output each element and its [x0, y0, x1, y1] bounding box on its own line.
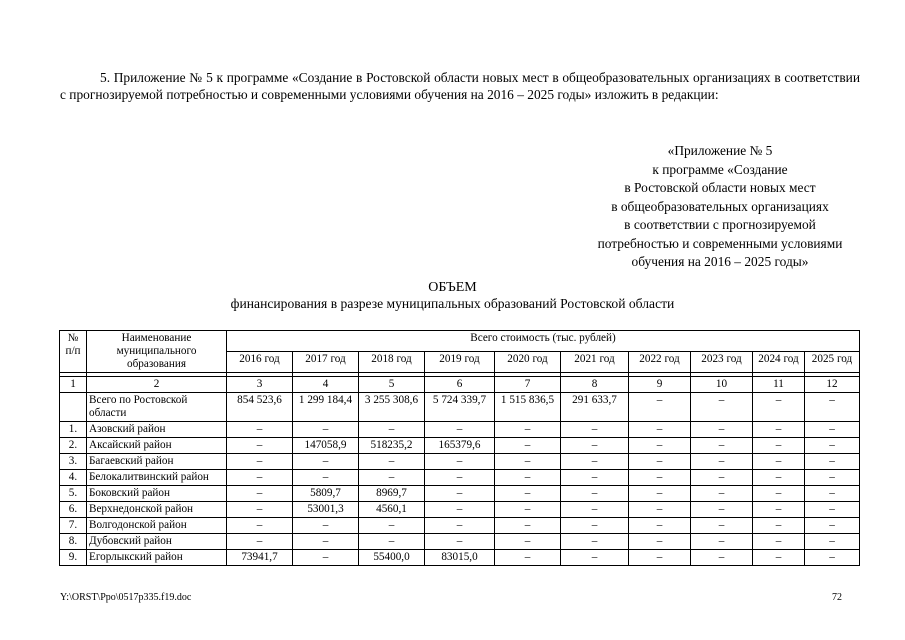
header-year: 2016 год: [227, 352, 293, 373]
table-row: [60, 438, 860, 454]
value-cell: –: [293, 422, 359, 438]
column-number: 6: [425, 377, 495, 393]
value-cell: –: [561, 550, 629, 566]
value-cell: –: [805, 486, 860, 502]
row-number: 1.: [60, 422, 87, 438]
row-number: 9.: [60, 550, 87, 566]
row-number: 8.: [60, 534, 87, 550]
value-cell: –: [227, 486, 293, 502]
value-cell: –: [227, 534, 293, 550]
value-cell: 4560,1: [359, 502, 425, 518]
header-year: 2025 год: [805, 352, 860, 373]
municipality-name: Азовский район: [87, 422, 227, 438]
municipality-name: Дубовский район: [87, 534, 227, 550]
table-title: ОБЪЕМ: [428, 280, 477, 295]
value-cell: 1 515 836,5: [495, 393, 561, 422]
intro-paragraph: 5. Приложение № 5 к программе «Создание в Ростовской области новых мест в общеобразовательных организациях в соответствии с прогнозируемой потребностью и современными условиями обучения на 2016 – 2025 годы» изложить в редакции:: [60, 70, 860, 102]
value-cell: –: [425, 422, 495, 438]
table-row: [60, 534, 860, 550]
value-cell: –: [691, 550, 753, 566]
column-number: 5: [359, 377, 425, 393]
value-cell: –: [561, 486, 629, 502]
municipality-name: Белокалитвинский район: [87, 470, 227, 486]
value-cell: 518235,2: [359, 438, 425, 454]
value-cell: –: [561, 422, 629, 438]
value-cell: –: [629, 486, 691, 502]
column-number: 12: [805, 377, 860, 393]
row-number: 3.: [60, 454, 87, 470]
table-row: [60, 502, 860, 518]
value-cell: –: [805, 438, 860, 454]
value-cell: –: [227, 518, 293, 534]
footer-file-path: Y:\ORST\Ppo\0517p335.f19.doc: [60, 592, 192, 603]
value-cell: –: [425, 534, 495, 550]
value-cell: –: [629, 502, 691, 518]
municipality-name: Багаевский район: [87, 454, 227, 470]
value-cell: –: [561, 438, 629, 454]
value-cell: –: [629, 534, 691, 550]
table-row: [60, 470, 860, 486]
column-number: 8: [561, 377, 629, 393]
value-cell: –: [425, 454, 495, 470]
value-cell: –: [629, 393, 691, 422]
value-cell: –: [293, 550, 359, 566]
value-cell: –: [805, 502, 860, 518]
table-row: [60, 422, 860, 438]
municipality-name: Егорлыкский район: [87, 550, 227, 566]
value-cell: –: [691, 470, 753, 486]
value-cell: –: [805, 550, 860, 566]
column-number: 3: [227, 377, 293, 393]
value-cell: –: [753, 438, 805, 454]
header-num: № п/п: [60, 331, 87, 373]
appendix-line: «Приложение № 5: [667, 143, 773, 158]
value-cell: –: [495, 534, 561, 550]
header-year: 2021 год: [561, 352, 629, 373]
header-year: 2024 год: [753, 352, 805, 373]
value-cell: –: [691, 393, 753, 422]
municipality-name: Волгодонской район: [87, 518, 227, 534]
table-row: [60, 393, 860, 422]
value-cell: –: [805, 470, 860, 486]
column-number: 7: [495, 377, 561, 393]
value-cell: 291 633,7: [561, 393, 629, 422]
value-cell: –: [561, 470, 629, 486]
value-cell: –: [691, 486, 753, 502]
value-cell: –: [629, 550, 691, 566]
value-cell: –: [805, 518, 860, 534]
value-cell: –: [629, 422, 691, 438]
value-cell: –: [495, 550, 561, 566]
value-cell: –: [561, 518, 629, 534]
financing-table: [59, 330, 860, 566]
value-cell: –: [495, 486, 561, 502]
value-cell: –: [495, 518, 561, 534]
header-total: Всего стоимость (тыс. рублей): [227, 331, 860, 352]
value-cell: –: [629, 470, 691, 486]
value-cell: –: [753, 393, 805, 422]
value-cell: –: [227, 422, 293, 438]
appendix-line: в общеобразовательных организациях: [611, 198, 829, 214]
value-cell: 5809,7: [293, 486, 359, 502]
value-cell: –: [691, 438, 753, 454]
municipality-name: Верхнедонской район: [87, 502, 227, 518]
value-cell: –: [629, 454, 691, 470]
row-number: 5.: [60, 486, 87, 502]
value-cell: –: [629, 518, 691, 534]
value-cell: –: [805, 534, 860, 550]
value-cell: 73941,7: [227, 550, 293, 566]
value-cell: –: [753, 470, 805, 486]
value-cell: –: [753, 486, 805, 502]
row-number: 6.: [60, 502, 87, 518]
appendix-line: в Ростовской области новых мест: [624, 180, 816, 195]
value-cell: 83015,0: [425, 550, 495, 566]
value-cell: –: [359, 422, 425, 438]
column-number: 9: [629, 377, 691, 393]
value-cell: –: [293, 454, 359, 470]
table-row: [60, 518, 860, 534]
value-cell: –: [805, 393, 860, 422]
value-cell: 8969,7: [359, 486, 425, 502]
value-cell: –: [425, 502, 495, 518]
row-number: 2.: [60, 438, 87, 454]
row-number: [60, 393, 87, 422]
value-cell: –: [495, 454, 561, 470]
value-cell: –: [561, 534, 629, 550]
value-cell: –: [495, 502, 561, 518]
value-cell: –: [691, 454, 753, 470]
value-cell: –: [495, 470, 561, 486]
value-cell: –: [753, 518, 805, 534]
value-cell: –: [691, 534, 753, 550]
appendix-line: к программе «Создание: [652, 161, 788, 177]
column-number: 11: [753, 377, 805, 393]
value-cell: 1 299 184,4: [293, 393, 359, 422]
header-year: 2018 год: [359, 352, 425, 373]
value-cell: –: [691, 502, 753, 518]
row-number: 7.: [60, 518, 87, 534]
value-cell: –: [425, 470, 495, 486]
value-cell: –: [753, 550, 805, 566]
value-cell: –: [753, 534, 805, 550]
value-cell: 854 523,6: [227, 393, 293, 422]
value-cell: –: [227, 470, 293, 486]
value-cell: –: [293, 534, 359, 550]
column-number: 1: [60, 377, 87, 393]
value-cell: –: [359, 454, 425, 470]
header-year: 2020 год: [495, 352, 561, 373]
value-cell: –: [293, 518, 359, 534]
value-cell: 5 724 339,7: [425, 393, 495, 422]
value-cell: –: [805, 454, 860, 470]
value-cell: –: [753, 502, 805, 518]
value-cell: –: [359, 518, 425, 534]
value-cell: –: [359, 534, 425, 550]
header-name: Наименование муниципального образования: [87, 331, 227, 373]
row-number: 4.: [60, 470, 87, 486]
value-cell: –: [561, 502, 629, 518]
value-cell: –: [293, 470, 359, 486]
footer-page-number: 72: [832, 592, 842, 603]
value-cell: –: [227, 438, 293, 454]
table-row: [60, 486, 860, 502]
municipality-name: Всего по Ростовской области: [87, 393, 227, 422]
value-cell: –: [629, 438, 691, 454]
municipality-name: Аксайский район: [87, 438, 227, 454]
table-row: [60, 454, 860, 470]
value-cell: 147058,9: [293, 438, 359, 454]
value-cell: 3 255 308,6: [359, 393, 425, 422]
header-year: 2023 год: [691, 352, 753, 373]
value-cell: –: [691, 422, 753, 438]
value-cell: –: [753, 454, 805, 470]
value-cell: –: [691, 518, 753, 534]
value-cell: 165379,6: [425, 438, 495, 454]
municipality-name: Боковский район: [87, 486, 227, 502]
value-cell: –: [561, 454, 629, 470]
value-cell: 53001,3: [293, 502, 359, 518]
column-number: 2: [87, 377, 227, 393]
column-number: 4: [293, 377, 359, 393]
value-cell: –: [805, 422, 860, 438]
appendix-header: [560, 142, 880, 272]
value-cell: –: [227, 454, 293, 470]
appendix-line: обучения на 2016 – 2025 годы»: [631, 254, 809, 269]
value-cell: –: [425, 518, 495, 534]
column-number: 10: [691, 377, 753, 393]
value-cell: –: [495, 422, 561, 438]
appendix-line: в соответствии с прогнозируемой: [624, 217, 816, 232]
header-year: 2019 год: [425, 352, 495, 373]
value-cell: –: [425, 486, 495, 502]
header-year: 2017 год: [293, 352, 359, 373]
value-cell: –: [753, 422, 805, 438]
value-cell: –: [495, 438, 561, 454]
table-row: [60, 550, 860, 566]
value-cell: 55400,0: [359, 550, 425, 566]
value-cell: –: [359, 470, 425, 486]
value-cell: –: [227, 502, 293, 518]
header-year: 2022 год: [629, 352, 691, 373]
appendix-line: потребностью и современными условиями: [597, 235, 843, 251]
table-subtitle: финансирования в разрезе муниципальных образований Ростовской области: [230, 296, 675, 311]
